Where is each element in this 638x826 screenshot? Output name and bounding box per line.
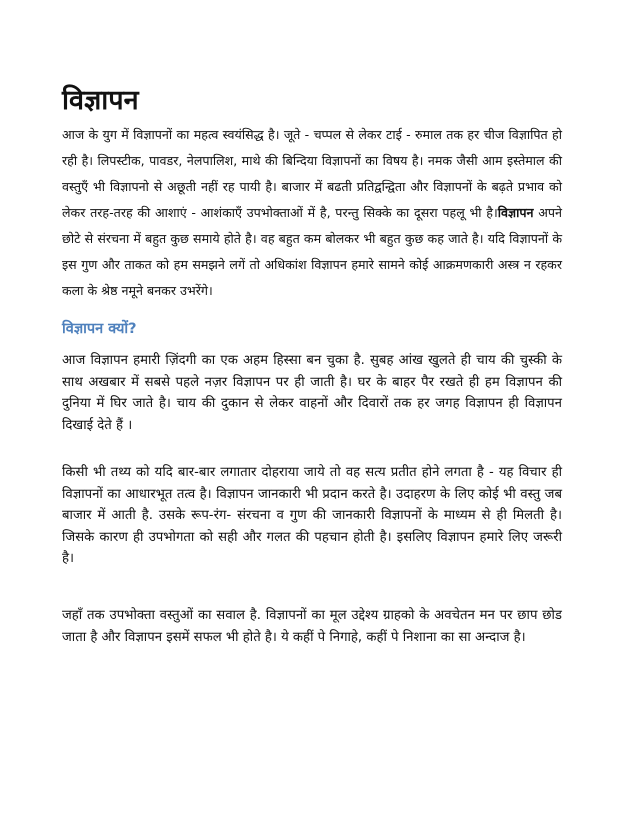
intro-text-part2: अपने छोटे से संरचना में बहुत कुछ समाये होते है। वह बहुत कम बोलकर भी बहुत कुछ कह जाते है। यदि विज्ञापनों के इस गुण और ताकत को हम समझने लगें तो अधिकांश विज्ञापन हमारे सामने कोई आक्रमणकारी अस्त्र न रहकर कला के श्रेष्ठ नमूने बनकर उभरेंगे। <box>62 205 562 298</box>
paragraph-2: किसी भी तथ्य को यदि बार-बार लगातार दोहराया जाये तो वह सत्य प्रतीत होने लगता है - यह विचार ही विज्ञापनों का आधारभूत तत्व है। विज्ञापन जानकारी भी प्रदान करते है। उदाहरण के लिए कोई भी वस्तु जब बाजार में आती है. उसके रूप-रंग- संरचना व गुण की जानकारी विज्ञापनों के माध्यम से ही मिलती है। जिसके कारण ही उपभोगता को सही और गलत की पहचान होती है। इसलिए विज्ञापन हमारे लिए जरूरी है। <box>62 465 562 566</box>
intro-paragraph <box>62 122 562 304</box>
paragraph-1: आज विज्ञापन हमारी ज़िंदगी का एक अहम हिस्सा बन चुका है. सुबह आंख खुलते ही चाय की चुस्की के साथ अखबार में सबसे पहले नज़र विज्ञापन पर ही जाती है। घर के बाहर पैर रखते ही हम विज्ञापन की दुनिया में घिर जाते है। चाय की दुकान से लेकर वाहनों और दिवारों तक हर जगह विज्ञापन ही विज्ञापन दिखाई देते हैं । <box>62 353 562 433</box>
paragraph-3: जहाँ तक उपभोक्ता वस्तुओं का सवाल है. विज्ञापनों का मूल उद्देश्य ग्राहको के अवचेतन मन पर छाप छोड जाता है और विज्ञापन इसमें सफल भी होते है। ये कहीं पे निगाहे, कहीं पे निशाना का सा अन्दाज है। <box>62 608 562 645</box>
intro-bold-word: विज्ञापन <box>497 205 534 220</box>
section-heading: विज्ञापन क्यों? <box>62 321 137 337</box>
page-title: विज्ञापन <box>62 85 139 116</box>
intro-text-part1: आज के युग में विज्ञापनों का महत्व स्वयंसिद्ध है। जूते - चप्पल से लेकर टाई - रुमाल तक हर चीज विज्ञापित हो रही है। लिपस्टीक, पावडर, नेलपालिश, माथे की बिन्दिया विज्ञापनों का विषय है। नमक जैसी आम इस्तेमाल की वस्तुएँ भी विज्ञापनो से अछूती नहीं रह पायी है। बाजार में बढती प्रतिद्वन्द्विता और विज्ञापनों के बढ़ते प्रभाव को लेकर तरह-तरह की आशाएं - आशंकाएँ उपभोक्ताओं में है, परन्तु सिक्के का दूसरा पहलू भी है। <box>62 127 562 220</box>
